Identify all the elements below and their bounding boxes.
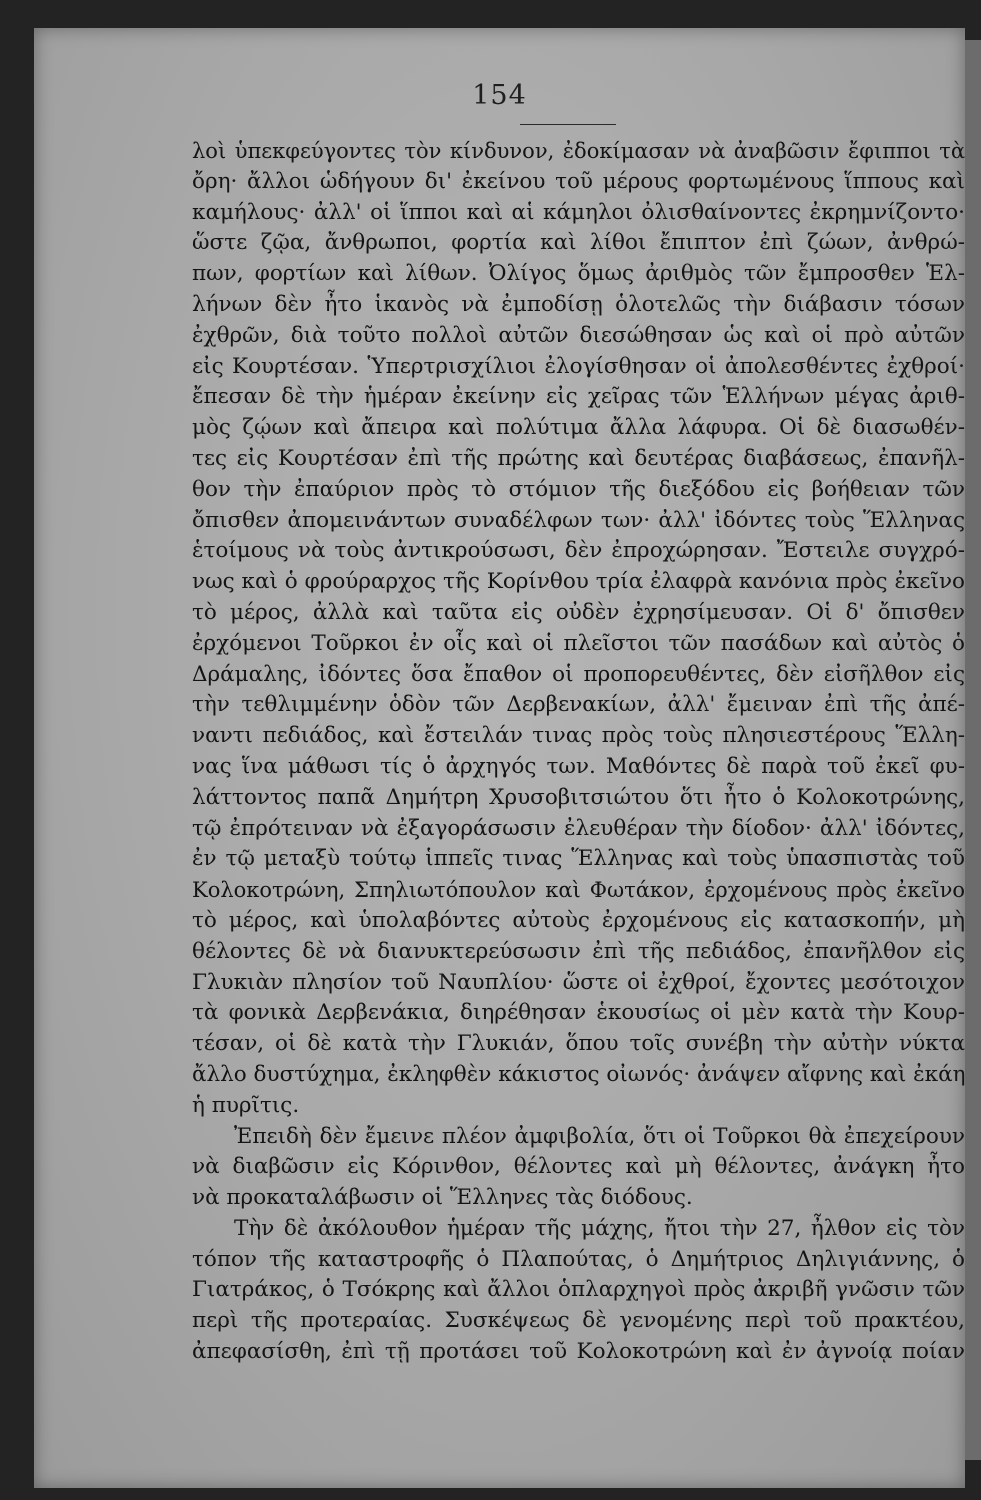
text-line: ἐρχόμενοι Τοῦρκοι ἐν οἷς καὶ οἱ πλεῖστοι τῶν πασάδων καὶ αὐτὸς ὁ bbox=[192, 630, 965, 656]
text-line: ἑτοίμους νὰ τοὺς ἀντικρούσωσι, δὲν ἐπροχώρησαν. Ἔστειλε συγχρό- bbox=[192, 538, 965, 564]
page-number-rule bbox=[520, 124, 616, 125]
text-line: λάττοντος παπᾶ Δημήτρη Χρυσοβιτσιώτου ὅτι ἦτο ὁ Κολοκοτρώνης, bbox=[192, 784, 965, 810]
text-line: τὸ μέρος, καὶ ὑπολαβόντες αὐτοὺς ἐρχομένους εἰς κατασκοπήν, μὴ bbox=[192, 907, 965, 933]
text-line: ἀπεφασίσθη, ἐπὶ τῇ προτάσει τοῦ Κολοκοτρώνη καὶ ἐν ἀγνοίᾳ ποίαν bbox=[192, 1339, 965, 1365]
text-line: τέσαν, οἱ δὲ κατὰ τὴν Γλυκιάν, ὅπου τοῖς συνέβη τὴν αὐτὴν νύκτα bbox=[192, 1031, 965, 1057]
text-line: ἐχθρῶν, διὰ τοῦτο πολλοὶ αὐτῶν διεσώθησαν ὡς καὶ οἱ πρὸ αὐτῶν bbox=[192, 322, 965, 348]
text-line: λήνων δὲν ἦτο ἱκανὸς νὰ ἐμποδίσῃ ὁλοτελῶς τὴν διάβασιν τόσων bbox=[192, 291, 965, 317]
text-line: τόπον τῆς καταστροφῆς ὁ Πλαπούτας, ὁ Δημήτριος Δηλιγιάννης, ὁ bbox=[192, 1246, 965, 1272]
text-line: Ἐπειδὴ δὲν ἔμεινε πλέον ἀμφιβολία, ὅτι οἱ Τοῦρκοι θὰ ἐπεχείρουν bbox=[234, 1123, 965, 1149]
text-line: ἐν τῷ μεταξὺ τούτῳ ἱππεῖς τινας Ἕλληνας καὶ τοὺς ὑπασπιστὰς τοῦ bbox=[192, 846, 965, 872]
text-line: Δράμαλης, ἰδόντες ὅσα ἔπαθον οἱ προπορευθέντες, δὲν εἰσῆλθον εἰς bbox=[192, 661, 965, 687]
text-line: Γλυκιὰν πλησίον τοῦ Ναυπλίου· ὥστε οἱ ἐχθροί, ἔχοντες μεσότοιχον bbox=[192, 969, 965, 995]
text-line: καμήλους· ἀλλ' οἱ ἵπποι καὶ αἱ κάμηλοι ὀλισθαίνοντες ἐκρημνίζοντο· bbox=[192, 199, 965, 225]
book-page bbox=[34, 28, 965, 1488]
text-line: ἡ πυρῖτις. bbox=[192, 1092, 300, 1118]
text-line: περὶ τῆς προτεραίας. Συσκέψεως δὲ γενομένης περὶ τοῦ πρακτέου, bbox=[192, 1308, 965, 1334]
text-line: νως καὶ ὁ φρούραρχος τῆς Κορίνθου τρία ἐλαφρὰ κανόνια πρὸς ἐκεῖνο bbox=[192, 569, 965, 595]
text-line: ὥστε ζῷα, ἄνθρωποι, φορτία καὶ λίθοι ἔπιπτον ἐπὶ ζώων, ἀνθρώ- bbox=[192, 230, 965, 256]
text-line: νὰ διαβῶσιν εἰς Κόρινθον, θέλοντες καὶ μὴ θέλοντες, ἀνάγκη ἦτο bbox=[192, 1154, 965, 1180]
text-line: ἄλλο δυστύχημα, ἐκληφθὲν κάκιστος οἰωνός· ἀνάψεν αἴφνης καὶ ἐκάη bbox=[192, 1061, 966, 1087]
text-line: ναντι πεδιάδος, καὶ ἔστειλάν τινας πρὸς τοὺς πλησιεστέρους Ἕλλη- bbox=[192, 723, 965, 749]
body-text bbox=[192, 136, 965, 1368]
text-line: τῷ ἐπρότειναν νὰ ἐξαγοράσωσιν ἐλευθέραν τὴν δίοδον· ἀλλ' ἰδόντες, bbox=[192, 815, 965, 841]
text-line: εἰς Κουρτέσαν. Ὑπερτρισχίλιοι ἐλογίσθησαν οἱ ἀπολεσθέντες ἐχθροί· bbox=[192, 353, 965, 379]
text-line: Τὴν δὲ ἀκόλουθον ἡμέραν τῆς μάχης, ἤτοι τὴν 27, ἦλθον εἰς τὸν bbox=[234, 1215, 965, 1241]
text-line: ἔπεσαν δὲ τὴν ἡμέραν ἐκείνην εἰς χεῖρας τῶν Ἑλλήνων μέγας ἀριθ- bbox=[192, 384, 965, 410]
adjacent-page-edge bbox=[965, 40, 981, 1460]
text-line: ὄρη· ἄλλοι ὡδήγουν δι' ἐκείνου τοῦ μέρους φορτωμένους ἵππους καὶ bbox=[192, 168, 965, 194]
text-line: θέλοντες δὲ νὰ διανυκτερεύσωσιν ἐπὶ τῆς πεδιάδος, ἐπανῆλθον εἰς bbox=[192, 938, 965, 964]
text-line: μὸς ζῴων καὶ ἄπειρα καὶ πολύτιμα ἄλλα λάφυρα. Οἱ δὲ διασωθέν- bbox=[192, 415, 965, 441]
text-line: νὰ προκαταλάβωσιν οἱ Ἕλληνες τὰς διόδους. bbox=[192, 1185, 693, 1211]
text-line: τὴν τεθλιμμένην ὁδὸν τῶν Δερβενακίων, ἀλλ' ἔμειναν ἐπὶ τῆς ἀπέ- bbox=[192, 692, 965, 718]
text-line: λοὶ ὑπεκφεύγοντες τὸν κίνδυνον, ἐδοκίμασαν νὰ ἀναβῶσιν ἔφιπποι τὰ bbox=[192, 139, 965, 163]
text-line: τὰ φονικὰ Δερβενάκια, διηρέθησαν ἑκουσίως οἱ μὲν κατὰ τὴν Κουρ- bbox=[192, 1000, 965, 1026]
text-line: Γιατράκος, ὁ Τσόκρης καὶ ἄλλοι ὁπλαρχηγοὶ πρὸς ἀκριβῆ γνῶσιν τῶν bbox=[192, 1277, 965, 1303]
page-number: 154 bbox=[472, 80, 527, 111]
text-line: πων, φορτίων καὶ λίθων. Ὀλίγος ὅμως ἀριθμὸς τῶν ἔμπροσθεν Ἑλ- bbox=[192, 261, 965, 287]
text-line: θον τὴν ἐπαύριον πρὸς τὸ στόμιον τῆς διεξόδου εἰς βοήθειαν τῶν bbox=[192, 476, 965, 502]
text-line: ὄπισθεν ἀπομεινάντων συναδέλφων των· ἀλλ' ἰδόντες τοὺς Ἕλληνας bbox=[192, 507, 965, 533]
text-line: τὸ μέρος, ἀλλὰ καὶ ταῦτα εἰς οὐδὲν ἐχρησίμευσαν. Οἱ δ' ὄπισθεν bbox=[192, 599, 965, 625]
text-line: Κολοκοτρώνη, Σπηλιωτόπουλον καὶ Φωτάκον, ἐρχομένους πρὸς ἐκεῖνο bbox=[192, 878, 965, 903]
text-line: τες εἰς Κουρτέσαν ἐπὶ τῆς πρώτης καὶ δευτέρας διαβάσεως, ἐπανῆλ- bbox=[192, 445, 965, 471]
text-line: νας ἵνα μάθωσι τίς ὁ ἀρχηγός των. Μαθόντες δὲ παρὰ τοῦ ἐκεῖ φυ- bbox=[192, 753, 965, 779]
